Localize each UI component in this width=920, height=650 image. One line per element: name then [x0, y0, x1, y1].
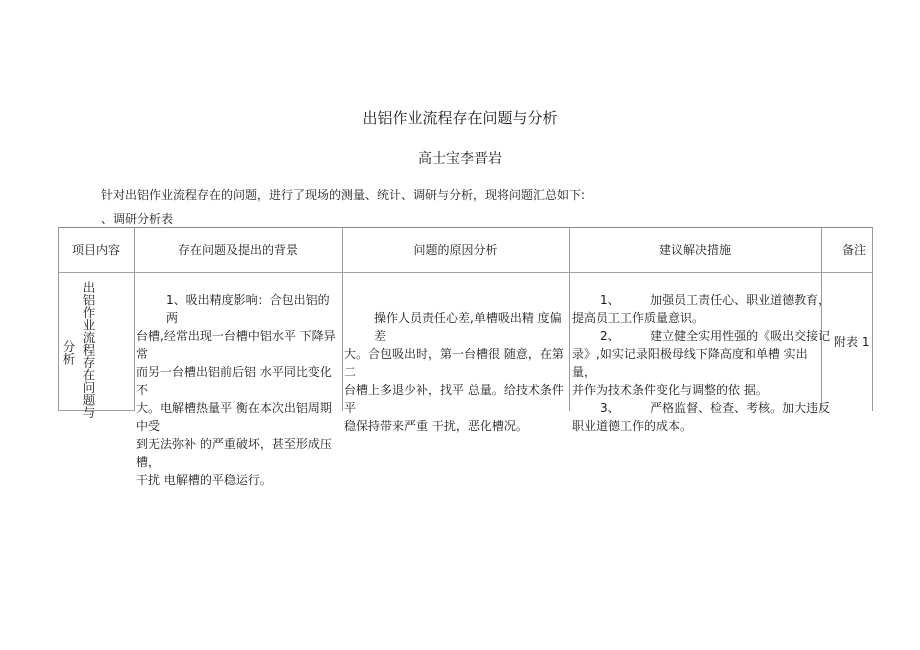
- header-measures: [569, 227, 821, 272]
- text-line: 大。合包吸出时，第一台槽很 随意，在第二: [344, 347, 564, 379]
- remark-cell: 附表 1: [834, 335, 870, 349]
- text-line: 干扰 电解槽的平稳运行。: [136, 473, 272, 487]
- header-label: 备注: [841, 242, 866, 257]
- header-label: 建议解决措施: [658, 242, 731, 257]
- measures-cell: [570, 291, 831, 435]
- analysis-table: [58, 227, 873, 487]
- intro-paragraph: 针对出铝作业流程存在的问题，进行了现场的测量、统计、调研与分析，现将问题汇总如下:: [101, 188, 586, 202]
- text-line: 操作人员责任心差,单槽吸出精 度偏差: [374, 311, 562, 343]
- text-line: 稳保持带来严重 干扰，恶化槽况。: [344, 419, 528, 433]
- item-side-text: 分析: [61, 340, 76, 365]
- header-remark: [821, 227, 872, 272]
- text-line: 而另一台槽出铝前后铝 水平同比变化不: [136, 365, 332, 397]
- text-line: 台槽上多退少补，找平 总量。给技术条件平: [344, 383, 564, 415]
- text-line: 2、 建立健全实用性强的《吸出交接记: [600, 329, 831, 343]
- text-line: 录》,如实记录阳极母线下降高度和单槽 实出量，: [572, 347, 808, 379]
- document-title: 出铝作业流程存在问题与分析: [362, 109, 558, 127]
- text-line: 1、 加强员工责任心、职业道德教育，: [600, 293, 831, 307]
- first-col-bottom-border: [58, 410, 135, 411]
- text-line: 大。电解槽热量平 衡在本次出铝周期中受: [136, 401, 332, 433]
- text-line: 3、 严格监督、检查、考核。加大违反: [600, 401, 831, 415]
- section-heading: 、调研分析表: [101, 212, 174, 226]
- header-label: 项目内容: [71, 242, 120, 257]
- header-bottom-border: [58, 272, 873, 273]
- header-background: [134, 227, 342, 272]
- text-line: 台槽,经常出现一台槽中铝水平 下降异常: [136, 329, 336, 361]
- text-line: 提高员工工作质量意识。: [572, 311, 705, 325]
- header-label: 存在问题及提出的背景: [177, 242, 298, 257]
- text-line: 职业道德工作的成本。: [572, 419, 693, 433]
- text-line: 并作为技术条件变化与调整的依 据。: [572, 383, 768, 397]
- header-label: 问题的原因分析: [413, 242, 498, 257]
- document-author: 高士宝李晋岩: [418, 151, 502, 167]
- background-cell: [135, 291, 342, 489]
- text-line: 到无法弥补 的严重破坏，甚至形成压槽，: [136, 437, 332, 469]
- text-line: 1、吸出精度影响：合包出铝的 两: [166, 293, 330, 325]
- header-cause: [342, 227, 569, 272]
- cause-cell: [343, 309, 569, 435]
- table-right-border: [872, 227, 873, 411]
- header-item-content: [58, 227, 134, 272]
- item-vertical-text: 出铝作业流程存在问题与: [81, 281, 96, 419]
